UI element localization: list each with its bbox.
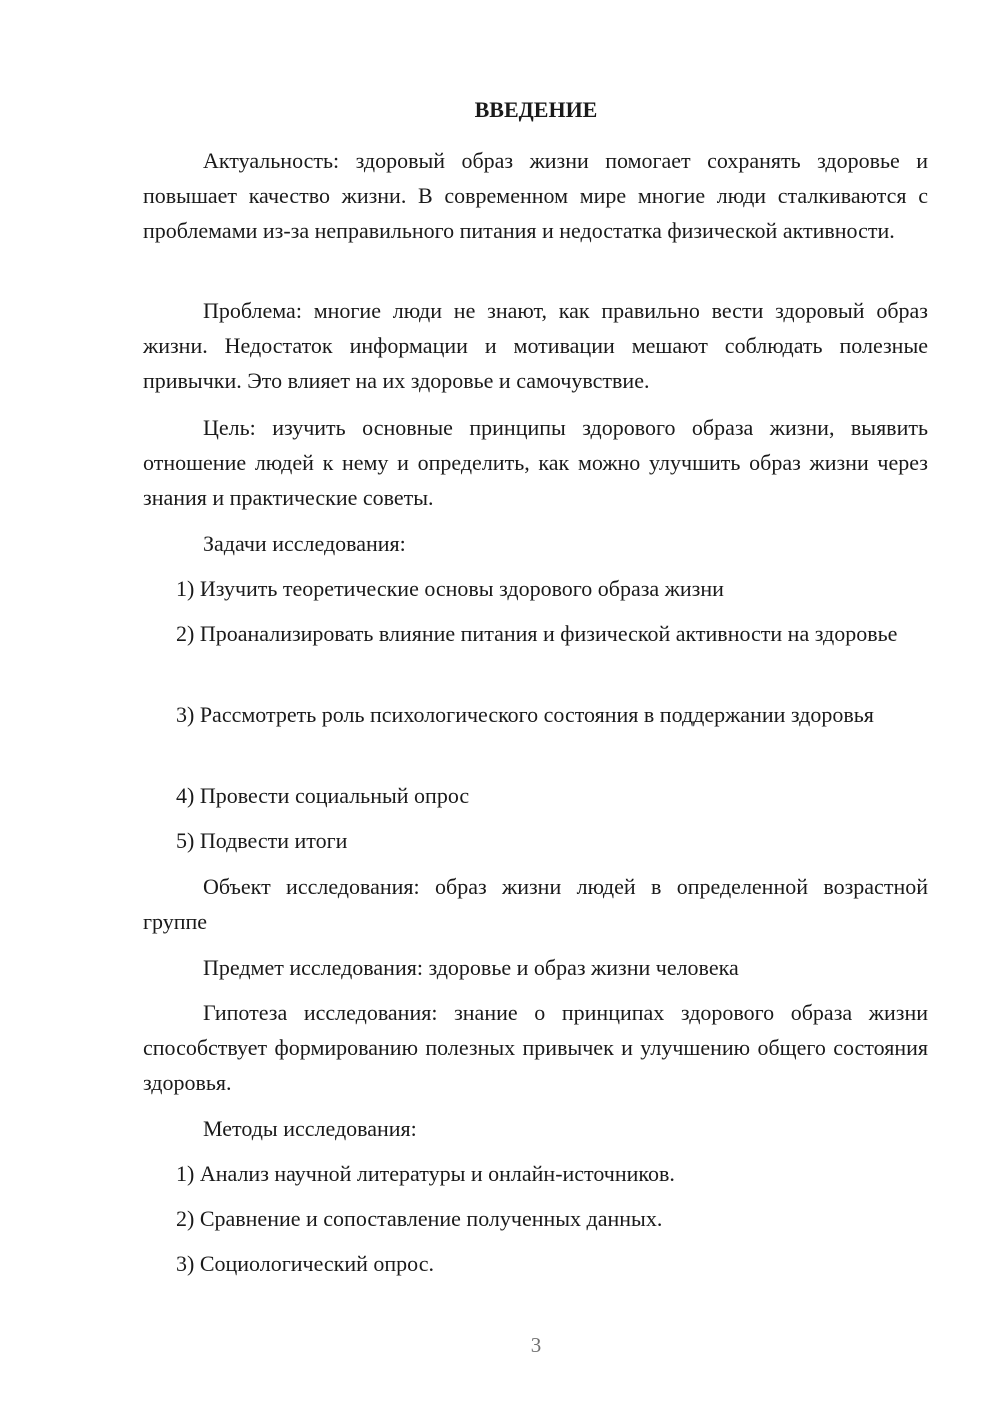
object-paragraph: Объект исследования: образ жизни людей в определенной возрастной группе: [143, 874, 928, 934]
relevance-paragraph: Актуальность: здоровый образ жизни помогает сохранять здоровье и повышает качество жизни. В современном мире многие люди сталкиваются с проблемами из-за неправильного питания и недостатка физической активности.: [143, 148, 928, 243]
method-item: 1) Анализ научной литературы и онлайн-источников.: [176, 1161, 675, 1186]
task-item: 2) Проанализировать влияние питания и физической активности на здоровье: [176, 621, 898, 646]
goal-paragraph: Цель: изучить основные принципы здорового образа жизни, выявить отношение людей к нему и определить, как можно улучшить образ жизни через знания и практические советы.: [143, 415, 928, 510]
task-item: 5) Подвести итоги: [176, 828, 348, 853]
tasks-heading: Задачи исследования:: [203, 531, 406, 556]
task-item: 4) Провести социальный опрос: [176, 783, 470, 808]
method-item: 3) Социологический опрос.: [176, 1251, 434, 1276]
subject-paragraph: Предмет исследования: здоровье и образ жизни человека: [203, 955, 739, 980]
hypothesis-paragraph: Гипотеза исследования: знание о принципах здорового образа жизни способствует формированию полезных привычек и улучшению общего состояния здоровья.: [143, 1000, 928, 1095]
methods-heading: Методы исследования:: [203, 1116, 417, 1141]
task-item: 1) Изучить теоретические основы здорового образа жизни: [176, 576, 724, 601]
page-number: 3: [530, 1333, 542, 1357]
section-heading: ВВЕДЕНИЕ: [474, 97, 598, 122]
method-item: 2) Сравнение и сопоставление полученных данных.: [176, 1206, 663, 1231]
problem-paragraph: Проблема: многие люди не знают, как правильно вести здоровый образ жизни. Недостаток информации и мотивации мешают соблюдать полезные привычки. Это влияет на их здоровье и самочувствие.: [143, 298, 928, 393]
task-item: 3) Рассмотреть роль психологического состояния в поддержании здоровья: [176, 702, 874, 727]
